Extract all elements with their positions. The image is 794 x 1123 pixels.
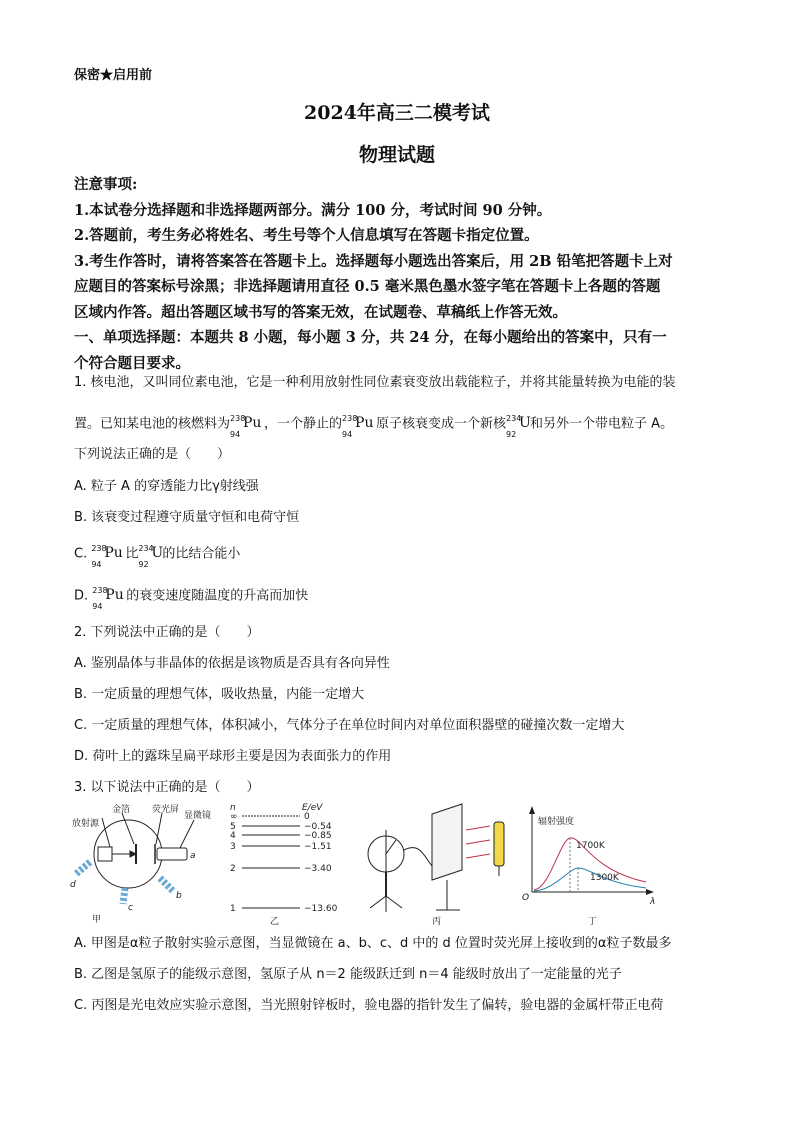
nuclide-pu: 238 94 Pu (230, 414, 262, 439)
figure-yi (230, 803, 338, 927)
q2-option-b: B. 一定质量的理想气体，吸收热量，内能一定增大 (74, 687, 365, 702)
notice-line: 1.本试卷分选择题和非选择题两部分。满分 100 分，考试时间 90 分钟。 (74, 201, 552, 219)
caption-ding: 丁 (588, 917, 598, 927)
nuclide-pu: 238 94 Pu (342, 414, 374, 439)
subject-title: 物理试题 (358, 144, 435, 166)
leader-line (102, 818, 110, 847)
figure-ding (522, 806, 655, 927)
label-source: 放射源 (72, 819, 100, 829)
radiation-source (98, 847, 112, 861)
level-energy-value: −0.85 (304, 831, 332, 841)
leader-line (180, 820, 194, 848)
stand-leg (370, 896, 386, 908)
notice-line: 应题目的答案标号涂黑；非选择题请用直径 0.5 毫米黑色墨水签字笔在答题卡上各题的答题 (74, 278, 661, 295)
level-energy-value: −13.60 (304, 904, 338, 914)
microscope (157, 848, 187, 860)
microscope-position-d (76, 862, 90, 874)
q3-stem: 3. 以下说法中正确的是（ ） (74, 780, 260, 795)
q1-stem-line2: 置。已知某电池的核燃料为 238 94 Pu ，一个静止的 238 94 Pu 原子核衰变成一个新核 234 92 U 和另外一个带电粒子 A。 (74, 414, 674, 439)
label-1700k: 1700K (576, 841, 605, 851)
connecting-wire (404, 848, 432, 866)
level-n-value: 5 (230, 822, 236, 832)
light-ray (466, 826, 490, 830)
q3-option-a: A. 甲图是α粒子散射实验示意图，当显微镜在 a、b、c、d 中的 d 位置时荧光屏上接收到的α粒子数最多 (74, 936, 672, 951)
nuclide-u: 234 92 U (138, 544, 164, 569)
energy-unit-label: E/eV (302, 803, 323, 813)
label-b: b (176, 891, 182, 901)
q3-figures (70, 800, 730, 928)
figure-bing (368, 804, 504, 912)
q1-option-d: D. 238 94 Pu 的衰变速度随温度的升高而加快 (74, 586, 309, 611)
xlabel-lambda: λ (650, 897, 656, 907)
x-axis-arrow-icon (646, 889, 654, 895)
q1-option-b: B. 该衰变过程遵守质量守恒和电荷守恒 (74, 510, 300, 525)
light-ray (466, 854, 490, 858)
section-heading: 一、单项选择题：本题共 8 小题，每小题 3 分，共 24 分，在每小题给出的答案中，只有一 (74, 329, 667, 346)
q3-option-c: C. 丙图是光电效应实验示意图，当光照射锌板时，验电器的指针发生了偏转，验电器的金属杆带正电荷 (74, 998, 664, 1013)
label-1300k: 1300K (590, 873, 619, 883)
light-ray (466, 840, 490, 844)
q2-option-a: A. 鉴别晶体与非晶体的依据是该物质是否具有各向异性 (74, 656, 390, 671)
microscope-position-b (160, 878, 174, 892)
level-n-value: 4 (230, 831, 236, 841)
level-energy-value: 0 (304, 812, 310, 822)
caption-jia: 甲 (92, 915, 102, 925)
level-energy-value: −0.54 (304, 822, 332, 832)
nuclide-pu: 238 94 Pu (92, 586, 124, 611)
zinc-plate (432, 804, 462, 880)
q3-option-b: B. 乙图是氢原子的能级示意图，氢原子从 n＝2 能级跃迁到 n＝4 能级时放出了一定能量的光子 (74, 967, 622, 982)
origin-label: O (522, 893, 530, 903)
level-energy-value: −1.51 (304, 842, 332, 852)
level-n-value: 3 (230, 842, 236, 852)
caption-yi: 乙 (270, 917, 280, 927)
leader-line (122, 813, 134, 844)
ylabel-radiation: 辐射强度 (538, 817, 575, 827)
label-screen: 荧光屏 (152, 805, 180, 815)
label-a: a (190, 851, 196, 861)
level-n-value: 2 (230, 864, 236, 874)
notice-line: 2.答题前，考生务必将姓名、考生号等个人信息填写在答题卡指定位置。 (74, 227, 539, 244)
microscope-position-c (123, 888, 125, 904)
q2-stem: 2. 下列说法中正确的是（ ） (74, 625, 260, 640)
q1-option-a: A. 粒子 A 的穿透能力比γ射线强 (74, 479, 259, 494)
notice-heading: 注意事项: (74, 176, 138, 193)
level-n-value: ∞ (230, 812, 238, 822)
q2-option-c: C. 一定质量的理想气体，体积减小，气体分子在单位时间内对单位面积器壁的碰撞次数一定增大 (74, 718, 625, 733)
level-energy-value: −3.40 (304, 864, 332, 874)
label-c: c (128, 903, 133, 913)
label-foil: 金箔 (112, 805, 131, 815)
q1-stem-line3: 下列说法正确的是（ ） (74, 447, 231, 462)
uv-lamp (494, 822, 504, 866)
level-n-label: n (230, 803, 236, 813)
level-n-value: 1 (230, 904, 236, 914)
stand-leg (386, 896, 402, 908)
energy-levels (230, 812, 338, 914)
notice-line: 区域内作答。超出答题区域书写的答案无效，在试题卷、草稿纸上作答无效。 (74, 303, 567, 321)
q1-stem-line1: 1. 核电池，又叫同位素电池，它是一种利用放射性同位素衰变放出载能粒子，并将其能量转换为电能的装 (74, 375, 676, 390)
notice-line: 3.考生作答时，请将答案答在答题卡上。选择题每小题选出答案后，用 2B 铅笔把答题卡上对 (74, 252, 673, 270)
exam-title: 2024年高三二模考试 (304, 102, 490, 124)
notice-section (74, 172, 734, 376)
label-microscope: 显微镜 (184, 811, 212, 821)
label-d: d (70, 880, 76, 890)
section-heading-cont: 个符合题目要求。 (74, 354, 190, 372)
y-axis-arrow-icon (529, 806, 535, 814)
confidential-label: 保密★启用前 (74, 68, 153, 83)
nuclide-u: 234 92 U (506, 414, 531, 439)
nuclide-pu: 238 94 Pu (91, 544, 123, 569)
q2-option-d: D. 荷叶上的露珠呈扁平球形主要是因为表面张力的作用 (74, 749, 392, 764)
q1-option-c: C. 238 94 Pu 比 234 92 U 的比结合能小 (74, 544, 241, 569)
caption-bing: 丙 (432, 917, 442, 927)
